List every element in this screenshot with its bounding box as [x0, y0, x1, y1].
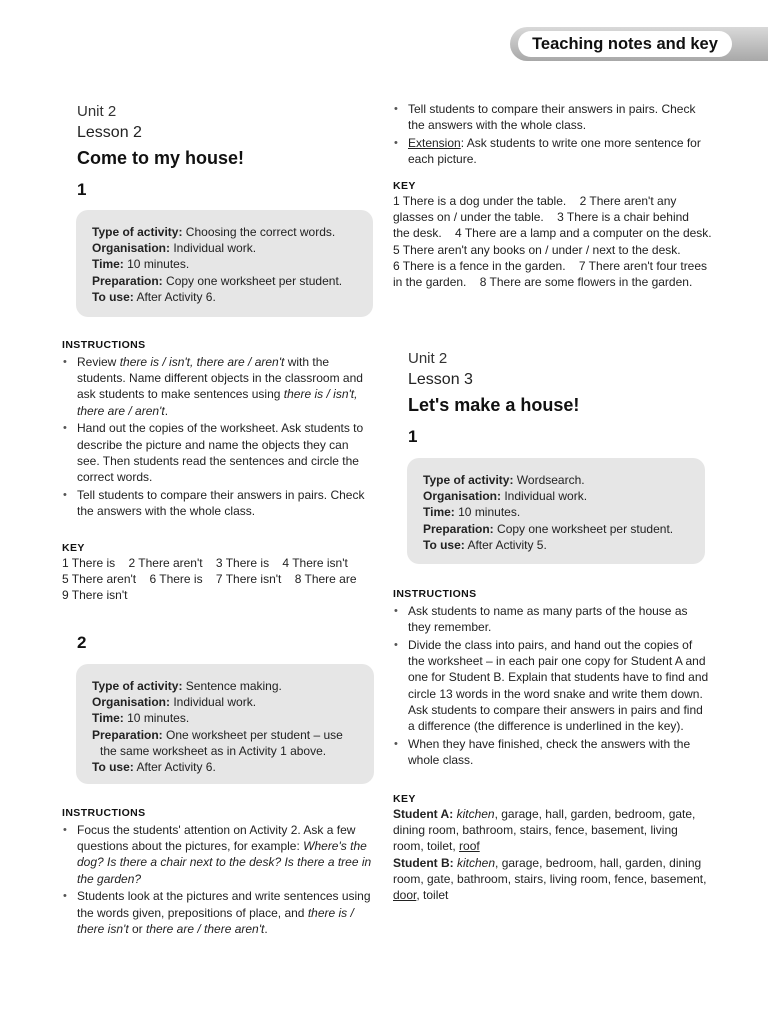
type-value: Wordsearch. [513, 473, 585, 487]
prep-label: Preparation: [92, 727, 163, 742]
org-value: Individual work. [501, 489, 588, 504]
key-line: glasses on / under the table. 3 There is a chair behind [393, 210, 689, 225]
prep-label: Preparation: [92, 273, 163, 288]
key-section [393, 792, 709, 903]
key-heading: KEY [62, 542, 85, 554]
prep-value-cont: the same worksheet as in Activity 1 above. [100, 743, 327, 758]
org-value: Individual work. [170, 241, 257, 256]
type-value: Choosing the correct words. [182, 225, 336, 239]
lesson-title: Come to my house! [77, 148, 245, 168]
left-lesson-heading [77, 101, 377, 171]
activity-info-box [407, 458, 705, 564]
list-item: • Focus the students' attention on Activity 2. Ask a few questions about the pictures, for example: Where's the dog? Is there a chair next to the desk? Is there a tree in the garden? [77, 822, 374, 887]
list-item: • Extension: Ask students to write one more sentence for each picture. [408, 135, 709, 167]
use-label: To use: [92, 760, 134, 775]
key-line: 1 There is 2 There aren't 3 There is 4 There isn't [62, 556, 348, 570]
prep-value: One worksheet per student – use [162, 727, 343, 742]
list-item: • Divide the class into pairs, and hand out the copies of the worksheet – in each pair one copy for Student A and one for Student B. Explain that students have to find and circle 13 words in the word snake and write them down. Ask students to compare their answers in pairs and find a difference (the difference is underlined in the key). [408, 637, 709, 734]
org-label: Organisation: [92, 695, 171, 710]
time-value: 10 minutes. [123, 711, 190, 726]
key-line: in the garden. 8 There are some flowers in the garden. [393, 275, 693, 290]
key-line: the desk. 4 There are a lamp and a computer on the desk. [393, 226, 712, 241]
time-label: Time: [92, 257, 124, 272]
list-item: • Students look at the pictures and write sentences using the words given, prepositions of place, and there is / there isn't or there are / there aren't. [77, 888, 374, 937]
key-line: 5 There aren't any books on / under / next to the desk. [393, 242, 681, 257]
lesson-title: Let's make a house! [408, 395, 580, 415]
activity-number: 1 [77, 180, 87, 199]
key-student-b: Student B: kitchen, garage, bedroom, hall, garden, dining room, gate, bathroom, stairs, living room, fence, basement, door, toilet [393, 855, 707, 903]
prep-value: Copy one worksheet per student. [493, 521, 674, 536]
list-item: • Tell students to compare their answers in pairs. Check the answers with the whole class. [77, 487, 374, 519]
list-item: • Ask students to name as many parts of the house as they remember. [408, 603, 709, 635]
list-item: • Tell students to compare their answers in pairs. Check the answers with the whole class. [408, 101, 709, 133]
use-value: After Activity 6. [133, 760, 216, 775]
use-value: After Activity 5. [464, 537, 547, 552]
instructions-section [62, 338, 374, 521]
instructions-list [393, 603, 709, 768]
use-label: To use: [423, 537, 465, 552]
lesson-label: Lesson 2 [77, 124, 142, 141]
activity-info-box [76, 664, 374, 784]
unit-label: Unit 2 [77, 103, 117, 120]
key-line: 5 There aren't 6 There is 7 There isn't 8 There are [62, 572, 357, 587]
instructions-heading: INSTRUCTIONS [62, 807, 146, 819]
instructions-heading: INSTRUCTIONS [393, 588, 477, 600]
activity-info-box [76, 210, 373, 317]
key-section [62, 541, 374, 604]
time-value: 10 minutes. [454, 505, 521, 520]
time-value: 10 minutes. [123, 257, 190, 272]
key-line: 1 There is a dog under the table. 2 There aren't any [393, 194, 677, 208]
page-header-title: Teaching notes and key [518, 31, 732, 57]
key-student-a: Student A: kitchen, garage, hall, garden, bedroom, gate, dining room, bathroom, stairs, fence, basement, living room, toilet, roof [393, 807, 696, 854]
instructions-heading: INSTRUCTIONS [62, 339, 146, 351]
list-item: • Review there is / isn't, there are / aren't with the students. Name different objects in the classroom and ask students to make sentences using there is / isn't, there are / aren't. [77, 354, 374, 419]
instructions-section [62, 806, 374, 938]
lesson-label: Lesson 3 [408, 371, 473, 388]
instructions-list [393, 101, 709, 167]
type-label: Type of activity: [423, 473, 514, 487]
org-value: Individual work. [170, 695, 257, 710]
prep-value: Copy one worksheet per student. [162, 273, 343, 288]
continuation-section [393, 101, 709, 169]
instructions-list [62, 822, 374, 937]
list-item: • Hand out the copies of the worksheet. Ask students to describe the picture and name the objects they can see. Then students read the sentences and circle the correct words. [77, 420, 374, 485]
type-label: Type of activity: [92, 679, 183, 693]
type-value: Sentence making. [182, 679, 282, 693]
instructions-list [62, 354, 374, 519]
org-label: Organisation: [92, 241, 171, 256]
type-label: Type of activity: [92, 225, 183, 239]
time-label: Time: [92, 711, 124, 726]
key-line: 9 There isn't [62, 588, 128, 603]
instructions-section [393, 587, 709, 770]
key-section [393, 179, 712, 290]
prep-label: Preparation: [423, 521, 494, 536]
unit-label: Unit 2 [408, 350, 448, 367]
activity-number: 2 [77, 633, 87, 652]
time-label: Time: [423, 505, 455, 520]
right-lesson-heading [408, 348, 708, 418]
key-heading: KEY [393, 180, 416, 192]
org-label: Organisation: [423, 489, 502, 504]
use-value: After Activity 6. [133, 289, 216, 304]
key-heading: KEY [393, 793, 416, 805]
key-line: 6 There is a fence in the garden. 7 There aren't four trees [393, 258, 708, 273]
list-item: • When they have finished, check the answers with the whole class. [408, 736, 709, 768]
use-label: To use: [92, 289, 134, 304]
activity-number: 1 [408, 427, 418, 446]
